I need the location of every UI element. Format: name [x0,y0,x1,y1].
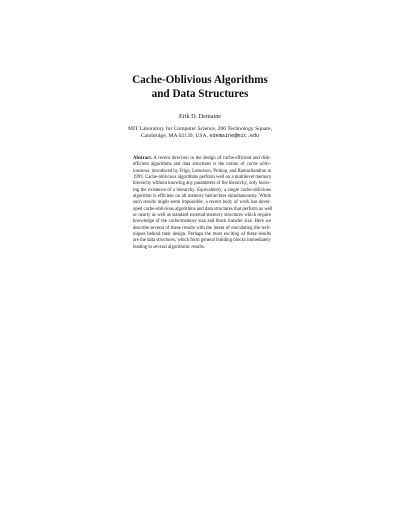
affiliation-line-2 [0,133,400,140]
abstract [133,156,271,251]
abstract-line: leading to several algorithmic results. [133,244,206,250]
abstract-line: algorithm is efficient on all memory hierarchies simultaneously. While [133,194,271,200]
abstract-line: iousness, introduced by Frigo, Leiserson, Prokop, and Ramachandran in [133,168,272,174]
affiliation-line-1: MIT Laboratory for Computer Science, 200 Technology Square, [127,126,273,132]
abstract-line: hierarchy without knowing any parameters of the hierarchy, only know- [133,181,271,187]
author-email: edemaine@mit.edu [209,133,260,139]
abstract-line: Abstract. A recent direction in the design of cache-efficient and disk- [133,156,271,161]
term-cache-oblivious-cont: iousness [133,168,150,174]
paper-title-line-1: Cache-Oblivious Algorithms [132,74,268,86]
author-name: Erik D. Demaine [178,113,222,120]
abstract-line: ing the existence of a hierarchy. Equivalently, a single cache-oblivious [133,187,271,193]
abstract-line: are the data structures, which form general building blocks immediately [133,238,271,244]
abstract-line: oped cache-oblivious algorithms and data structures that perform as well [133,206,273,212]
paper-title-line-2: and Data Structures [151,88,249,100]
abstract-line: niques behind their design. Perhaps the most exciting of these results [133,232,271,238]
abstract-line: knowledge of the cache/memory size and block transfer size. Here we [133,219,271,225]
abstract-line: such results might seem impossible, a recent body of work has devel- [133,200,271,206]
affiliation-address: Cambridge, MA 02139, USA, [140,133,208,139]
abstract-heading: Abstract. [133,156,153,161]
term-cache-oblivious: cache obliv- [246,162,271,168]
abstract-line: 1999. Cache-oblivious algorithms perform well on a multilevel memory [133,175,272,181]
abstract-line: or nearly as well as standard external-memory structures which require [133,213,271,219]
abstract-line: efficient algorithms and data structures is the notion of cache obliv- [133,162,271,168]
abstract-line: describe several of these results with the intent of elucidating the tech- [133,225,271,231]
